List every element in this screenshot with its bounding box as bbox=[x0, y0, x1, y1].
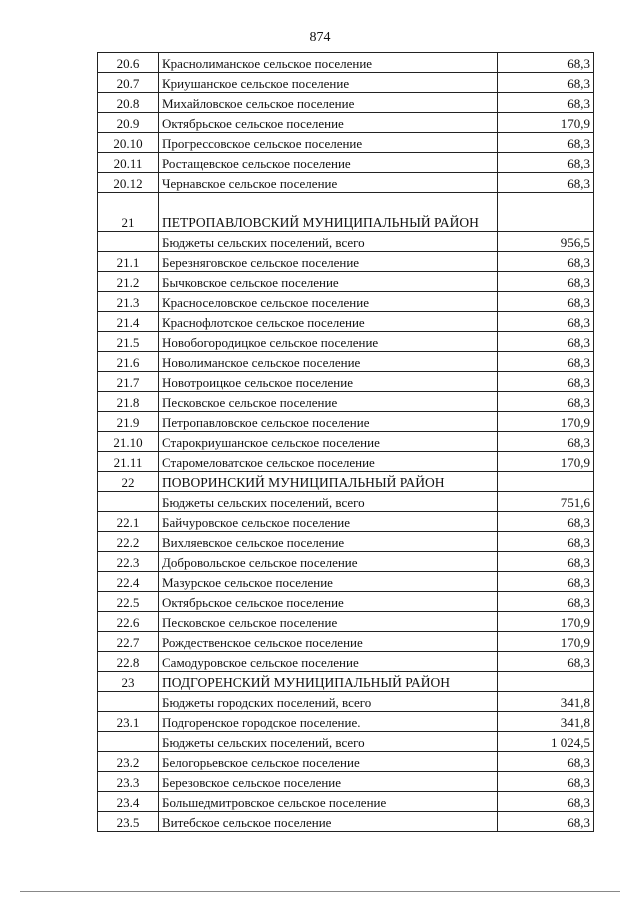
row-name: Октябрьское сельское поселение bbox=[159, 113, 498, 133]
row-value bbox=[498, 672, 594, 692]
table-row bbox=[98, 712, 594, 732]
row-value: 68,3 bbox=[498, 572, 594, 592]
row-number bbox=[98, 692, 159, 712]
table-row bbox=[98, 632, 594, 652]
row-value: 68,3 bbox=[498, 153, 594, 173]
row-number bbox=[98, 492, 159, 512]
table-row bbox=[98, 552, 594, 572]
table-body bbox=[98, 53, 594, 832]
table-row bbox=[98, 332, 594, 352]
row-value: 68,3 bbox=[498, 272, 594, 292]
row-value: 68,3 bbox=[498, 133, 594, 153]
row-value: 1 024,5 bbox=[498, 732, 594, 752]
row-name: Криушанское сельское поселение bbox=[159, 73, 498, 93]
row-value bbox=[498, 193, 594, 232]
row-name: Белогорьевское сельское поселение bbox=[159, 752, 498, 772]
row-value: 68,3 bbox=[498, 352, 594, 372]
row-value: 68,3 bbox=[498, 532, 594, 552]
row-value: 68,3 bbox=[498, 552, 594, 572]
row-number: 20.7 bbox=[98, 73, 159, 93]
row-number: 21.5 bbox=[98, 332, 159, 352]
page-number: 874 bbox=[309, 30, 331, 45]
row-name: Березняговское сельское поселение bbox=[159, 252, 498, 272]
table-row bbox=[98, 292, 594, 312]
row-name: Бюджеты сельских поселений, всего bbox=[159, 232, 498, 252]
row-value: 170,9 bbox=[498, 412, 594, 432]
row-value: 68,3 bbox=[498, 292, 594, 312]
table-row bbox=[98, 492, 594, 512]
page-bottom-rule bbox=[20, 891, 620, 892]
row-name: ПЕТРОПАВЛОВСКИЙ МУНИЦИПАЛЬНЫЙ РАЙОН bbox=[159, 193, 498, 232]
row-name: Чернавское сельское поселение bbox=[159, 173, 498, 193]
budget-table bbox=[97, 52, 594, 832]
row-number: 21.3 bbox=[98, 292, 159, 312]
row-name: Ростащевское сельское поселение bbox=[159, 153, 498, 173]
row-number: 22.6 bbox=[98, 612, 159, 632]
row-value: 68,3 bbox=[498, 812, 594, 832]
row-value: 68,3 bbox=[498, 792, 594, 812]
row-number: 20.8 bbox=[98, 93, 159, 113]
row-name: Березовское сельское поселение bbox=[159, 772, 498, 792]
table-row bbox=[98, 312, 594, 332]
row-number bbox=[98, 232, 159, 252]
row-value: 170,9 bbox=[498, 612, 594, 632]
row-number: 23.5 bbox=[98, 812, 159, 832]
table-row bbox=[98, 732, 594, 752]
row-number: 22.5 bbox=[98, 592, 159, 612]
table-row bbox=[98, 652, 594, 672]
row-name: Песковское сельское поселение bbox=[159, 392, 498, 412]
row-number: 21.7 bbox=[98, 372, 159, 392]
row-number: 21.9 bbox=[98, 412, 159, 432]
row-number: 23 bbox=[98, 672, 159, 692]
table-row bbox=[98, 812, 594, 832]
table-row bbox=[98, 772, 594, 792]
row-number: 22.1 bbox=[98, 512, 159, 532]
row-number: 21.2 bbox=[98, 272, 159, 292]
table-row bbox=[98, 113, 594, 133]
row-value: 68,3 bbox=[498, 592, 594, 612]
row-number: 20.12 bbox=[98, 173, 159, 193]
row-number: 21.1 bbox=[98, 252, 159, 272]
table-row bbox=[98, 592, 594, 612]
row-value: 170,9 bbox=[498, 113, 594, 133]
row-value: 68,3 bbox=[498, 772, 594, 792]
row-value: 68,3 bbox=[498, 432, 594, 452]
row-value: 170,9 bbox=[498, 632, 594, 652]
row-value: 68,3 bbox=[498, 752, 594, 772]
row-value: 68,3 bbox=[498, 332, 594, 352]
table-row bbox=[98, 232, 594, 252]
table-row bbox=[98, 512, 594, 532]
row-value: 170,9 bbox=[498, 452, 594, 472]
row-name: Большедмитровское сельское поселение bbox=[159, 792, 498, 812]
row-name: Краснофлотское сельское поселение bbox=[159, 312, 498, 332]
table-row bbox=[98, 392, 594, 412]
row-number: 21.11 bbox=[98, 452, 159, 472]
row-name: Бюджеты сельских поселений, всего bbox=[159, 732, 498, 752]
row-name: Рождественское сельское поселение bbox=[159, 632, 498, 652]
row-name: Бюджеты городских поселений, всего bbox=[159, 692, 498, 712]
table-row bbox=[98, 133, 594, 153]
row-name: Бычковское сельское поселение bbox=[159, 272, 498, 292]
row-value: 68,3 bbox=[498, 512, 594, 532]
row-value: 68,3 bbox=[498, 392, 594, 412]
row-name: Старомеловатское сельское поселение bbox=[159, 452, 498, 472]
row-number: 23.4 bbox=[98, 792, 159, 812]
table-row bbox=[98, 352, 594, 372]
table-row bbox=[98, 572, 594, 592]
table-row bbox=[98, 692, 594, 712]
table-row bbox=[98, 412, 594, 432]
table-row bbox=[98, 372, 594, 392]
row-name: Бюджеты сельских поселений, всего bbox=[159, 492, 498, 512]
row-value: 68,3 bbox=[498, 252, 594, 272]
row-name: Вихляевское сельское поселение bbox=[159, 532, 498, 552]
row-number: 21.6 bbox=[98, 352, 159, 372]
row-number: 21.4 bbox=[98, 312, 159, 332]
table-row bbox=[98, 153, 594, 173]
row-name: Новотроицкое сельское поселение bbox=[159, 372, 498, 392]
table-row bbox=[98, 432, 594, 452]
row-number: 22 bbox=[98, 472, 159, 492]
row-name: Новолиманское сельское поселение bbox=[159, 352, 498, 372]
table-row bbox=[98, 612, 594, 632]
row-number: 20.10 bbox=[98, 133, 159, 153]
row-number: 22.8 bbox=[98, 652, 159, 672]
row-value: 68,3 bbox=[498, 93, 594, 113]
row-number: 20.9 bbox=[98, 113, 159, 133]
table-row bbox=[98, 93, 594, 113]
row-value: 68,3 bbox=[498, 372, 594, 392]
row-name: Подгоренское городское поселение. bbox=[159, 712, 498, 732]
row-number: 23.2 bbox=[98, 752, 159, 772]
district-header-row bbox=[98, 672, 594, 692]
table-row bbox=[98, 252, 594, 272]
row-value: 341,8 bbox=[498, 692, 594, 712]
table-row bbox=[98, 73, 594, 93]
row-name: Самодуровское сельское поселение bbox=[159, 652, 498, 672]
row-name: Мазурское сельское поселение bbox=[159, 572, 498, 592]
row-value: 68,3 bbox=[498, 53, 594, 73]
row-name: Песковское сельское поселение bbox=[159, 612, 498, 632]
row-value: 68,3 bbox=[498, 73, 594, 93]
row-number: 22.4 bbox=[98, 572, 159, 592]
row-name: Витебское сельское поселение bbox=[159, 812, 498, 832]
row-name: Добровольское сельское поселение bbox=[159, 552, 498, 572]
row-number: 22.2 bbox=[98, 532, 159, 552]
table-row bbox=[98, 272, 594, 292]
row-name: Красноселовское сельское поселение bbox=[159, 292, 498, 312]
row-value: 341,8 bbox=[498, 712, 594, 732]
table-row bbox=[98, 452, 594, 472]
row-name: Краснолиманское сельское поселение bbox=[159, 53, 498, 73]
row-number bbox=[98, 732, 159, 752]
row-name: Михайловское сельское поселение bbox=[159, 93, 498, 113]
row-value: 751,6 bbox=[498, 492, 594, 512]
row-name: Октябрьское сельское поселение bbox=[159, 592, 498, 612]
row-value: 68,3 bbox=[498, 173, 594, 193]
table-row bbox=[98, 173, 594, 193]
row-number: 21 bbox=[98, 193, 159, 232]
table-row bbox=[98, 752, 594, 772]
row-name: Новобогородицкое сельское поселение bbox=[159, 332, 498, 352]
row-number: 21.8 bbox=[98, 392, 159, 412]
row-number: 23.1 bbox=[98, 712, 159, 732]
district-header-row bbox=[98, 193, 594, 232]
row-name: Петропавловское сельское поселение bbox=[159, 412, 498, 432]
row-number: 20.6 bbox=[98, 53, 159, 73]
table-row bbox=[98, 792, 594, 812]
row-value: 68,3 bbox=[498, 652, 594, 672]
district-header-row bbox=[98, 472, 594, 492]
row-value: 68,3 bbox=[498, 312, 594, 332]
row-name: Байчуровское сельское поселение bbox=[159, 512, 498, 532]
row-name: ПОВОРИНСКИЙ МУНИЦИПАЛЬНЫЙ РАЙОН bbox=[159, 472, 498, 492]
row-name: Старокриушанское сельское поселение bbox=[159, 432, 498, 452]
row-number: 21.10 bbox=[98, 432, 159, 452]
row-number: 22.3 bbox=[98, 552, 159, 572]
row-value bbox=[498, 472, 594, 492]
row-name: Прогрессовское сельское поселение bbox=[159, 133, 498, 153]
row-value: 956,5 bbox=[498, 232, 594, 252]
row-number: 22.7 bbox=[98, 632, 159, 652]
table-row bbox=[98, 53, 594, 73]
row-name: ПОДГОРЕНСКИЙ МУНИЦИПАЛЬНЫЙ РАЙОН bbox=[159, 672, 498, 692]
row-number: 23.3 bbox=[98, 772, 159, 792]
row-number: 20.11 bbox=[98, 153, 159, 173]
table-row bbox=[98, 532, 594, 552]
